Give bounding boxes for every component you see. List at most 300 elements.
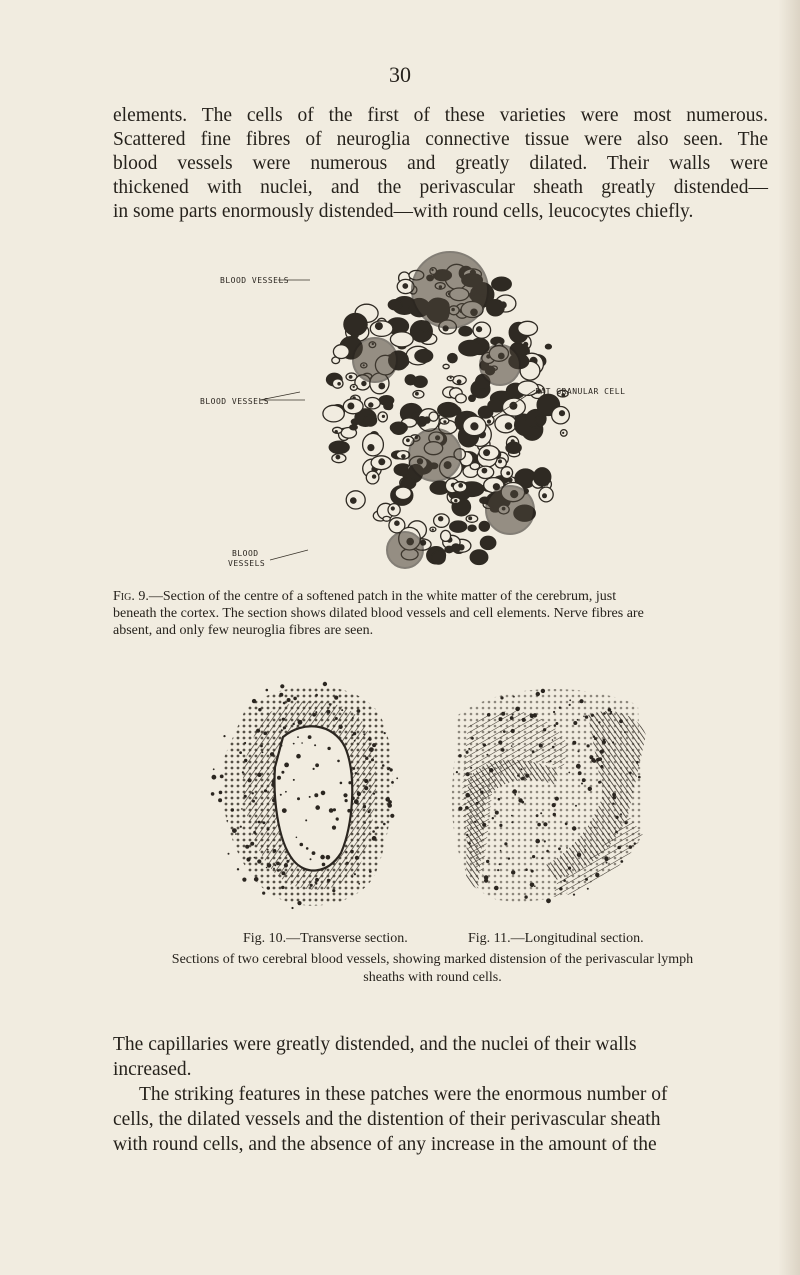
round-cell (272, 798, 276, 802)
round-cell (606, 862, 608, 864)
round-cell (281, 729, 283, 731)
cell (417, 417, 426, 427)
round-cell (577, 853, 581, 857)
round-cell (220, 775, 224, 779)
round-cell (385, 797, 390, 802)
top-paragraph (113, 104, 768, 224)
round-cell (296, 837, 298, 839)
round-cell (293, 697, 297, 701)
round-cell (363, 733, 365, 735)
round-cell (486, 860, 489, 863)
round-cell (350, 850, 354, 854)
figure-10-caption: Fig. 10.—Transverse section. (243, 931, 408, 946)
paragraph-line: Scattered fine fibres of neuroglia connective tissue were also seen. The (113, 129, 768, 150)
round-cell (553, 711, 555, 713)
round-cell (348, 781, 351, 784)
round-cell (355, 772, 357, 774)
round-cell (470, 767, 472, 769)
cell-nucleus (401, 454, 406, 459)
caption-line (113, 588, 768, 605)
round-cell (600, 750, 604, 754)
round-cell (468, 842, 471, 845)
cell (363, 433, 384, 456)
round-cell (549, 760, 551, 762)
cell (415, 350, 433, 363)
label-blood-vessels-top: BLOOD VESSELS (220, 276, 290, 285)
round-cell (387, 803, 392, 808)
round-cell (511, 815, 513, 817)
cell (383, 516, 390, 521)
bottom-paragraphs (113, 1032, 768, 1157)
round-cell (369, 747, 374, 752)
cell-nucleus (458, 483, 463, 488)
round-cell (314, 793, 318, 797)
round-cell (357, 709, 361, 713)
round-cell (264, 789, 267, 792)
round-cell (629, 845, 633, 849)
cell (385, 401, 393, 409)
round-cell (245, 845, 249, 849)
round-cell (244, 742, 246, 744)
round-cell (572, 741, 576, 745)
label-blood-vessels-bottom-1: BLOOD (232, 549, 259, 558)
cell (323, 405, 344, 422)
round-cell (293, 723, 295, 725)
round-cell (620, 860, 623, 863)
round-cell (277, 776, 281, 780)
round-cell (594, 827, 596, 829)
round-cell (252, 792, 254, 794)
round-cell (492, 817, 494, 819)
round-cell (624, 731, 626, 733)
round-cell (610, 712, 612, 714)
round-cell (598, 781, 601, 784)
figure-9-illustration (200, 250, 670, 590)
round-cell (396, 777, 398, 779)
cell-nucleus (505, 422, 513, 430)
round-cell (466, 834, 468, 836)
round-cell (351, 772, 353, 774)
round-cell (600, 765, 603, 768)
round-cell (495, 811, 499, 815)
round-cell (283, 726, 286, 729)
round-cell (326, 710, 330, 714)
round-cell (287, 698, 291, 702)
caption-line: beneath the cortex. The section shows dilated blood vessels and cell elements. Nerve fibres are (113, 606, 644, 621)
cell-nucleus (506, 471, 510, 475)
round-cell (252, 800, 255, 803)
round-cell (583, 716, 585, 718)
paragraph-line: thickened with nuclei, and the perivascular sheath greatly distended— (113, 177, 768, 198)
round-cell (554, 724, 556, 726)
cell (432, 551, 445, 564)
round-cell (608, 708, 612, 712)
round-cell (337, 760, 340, 763)
round-cell (382, 764, 385, 767)
round-cell (620, 813, 622, 815)
round-cell (338, 725, 342, 729)
round-cell (263, 821, 266, 824)
round-cell (211, 792, 215, 796)
round-cell (219, 791, 223, 795)
round-cell (266, 867, 268, 869)
round-cell (323, 682, 327, 686)
paragraph-line: cells, the dilated vessels and the distention of their perivascular sheath (113, 1109, 661, 1130)
round-cell (530, 714, 532, 716)
round-cell (514, 794, 516, 796)
cell-nucleus (559, 410, 565, 416)
round-cell (525, 868, 528, 871)
round-cell (297, 797, 300, 800)
round-cell (543, 728, 546, 731)
cell-nucleus (432, 529, 434, 531)
cell (388, 300, 402, 310)
round-cell (300, 843, 304, 847)
round-cell (232, 828, 237, 833)
figure-9-label: Fig. 9. (113, 589, 149, 604)
round-cell (540, 812, 542, 814)
round-cell (283, 702, 286, 705)
round-cell (315, 763, 319, 767)
round-cell (479, 788, 481, 790)
round-cell (312, 851, 316, 855)
round-cell (498, 740, 502, 744)
round-cell (515, 707, 520, 712)
round-cell (587, 744, 590, 747)
round-cell (313, 768, 315, 770)
cell (364, 415, 377, 426)
round-cell (322, 863, 326, 867)
round-cell (512, 714, 514, 716)
caption-line: sheaths with round cells. (363, 970, 502, 985)
round-cell (500, 696, 503, 699)
round-cell (593, 759, 597, 763)
round-cell (539, 744, 543, 748)
page-number: 30 (389, 62, 411, 87)
cell-nucleus (375, 322, 383, 330)
round-cell (352, 717, 354, 719)
round-cell (256, 729, 260, 733)
paragraph-line: elements. The cells of the first of these varieties were most numerous. (113, 105, 768, 126)
round-cell (246, 857, 250, 861)
round-cell (354, 799, 359, 804)
round-cell (231, 808, 234, 811)
round-cell (559, 887, 562, 890)
round-cell (390, 814, 394, 818)
round-cell (625, 821, 628, 824)
blood-vessel (412, 252, 488, 328)
round-cell (271, 783, 275, 787)
round-cell (364, 822, 366, 824)
paragraph-line: with round cells, and the absence of any increase in the amount of the (113, 1134, 657, 1155)
round-cell (373, 793, 375, 795)
caption-text: —Section of the centre of a softened patch in the white matter of the cerebrum, just (148, 589, 617, 604)
cell-nucleus (482, 468, 488, 474)
round-cell (276, 862, 280, 866)
round-cell (358, 883, 360, 885)
round-cell (575, 805, 577, 807)
round-cell (511, 745, 513, 747)
round-cell (559, 707, 561, 709)
round-cell (498, 798, 501, 801)
round-cell (321, 791, 326, 796)
cell-nucleus (349, 375, 353, 379)
cell-nucleus (443, 420, 446, 423)
round-cell (334, 696, 338, 700)
round-cell (494, 886, 499, 891)
round-cell (306, 847, 309, 850)
round-cell (341, 709, 343, 711)
round-cell (587, 888, 589, 890)
cell-nucleus (498, 459, 502, 463)
round-cell (629, 772, 632, 775)
round-cell (579, 699, 583, 703)
round-cell (354, 740, 356, 742)
cell-nucleus (368, 402, 373, 407)
cell-nucleus (353, 386, 355, 388)
cell-nucleus (542, 493, 547, 498)
cell (480, 536, 495, 549)
round-cell (603, 712, 606, 715)
round-cell (596, 758, 600, 762)
round-cell (273, 849, 277, 853)
round-cell (352, 767, 355, 770)
round-cell (242, 771, 244, 773)
round-cell (212, 775, 217, 780)
round-cell (347, 809, 351, 813)
cell-nucleus (367, 444, 374, 451)
round-cell (343, 793, 347, 797)
round-cell (346, 862, 349, 865)
round-cell (531, 870, 534, 873)
round-cell (503, 730, 506, 733)
round-cell (226, 820, 228, 822)
round-cell (270, 752, 274, 756)
round-cell (612, 793, 616, 797)
cell-nucleus (487, 420, 491, 424)
round-cell (260, 745, 263, 748)
cell-nucleus (450, 377, 452, 379)
round-cell (372, 830, 375, 833)
cell (502, 479, 508, 483)
blood-vessel (409, 429, 461, 481)
round-cell (258, 708, 261, 711)
cell-nucleus (454, 499, 457, 502)
round-cell (279, 693, 283, 697)
label-blood-vessels-bottom-2: VESSELS (228, 559, 266, 568)
round-cell (483, 743, 486, 746)
round-cell (240, 826, 242, 828)
cell-nucleus (470, 422, 478, 430)
round-cell (598, 721, 600, 723)
round-cell (534, 885, 536, 887)
round-cell (369, 870, 372, 873)
round-cell (266, 689, 269, 692)
cell-nucleus (406, 438, 410, 442)
round-cell (512, 789, 517, 794)
round-cell (257, 773, 261, 777)
round-cell (351, 876, 353, 878)
round-cell (267, 887, 270, 890)
round-cell (315, 694, 318, 697)
round-cell (282, 808, 287, 813)
paragraph (113, 1082, 768, 1157)
caption-line: absent, and only few neuroglia fibres are seen. (113, 623, 374, 638)
cell (350, 425, 358, 430)
round-cell (281, 871, 285, 875)
round-cell (615, 831, 618, 834)
round-cell (465, 806, 469, 810)
round-cell (474, 821, 476, 823)
round-cell (471, 737, 474, 740)
round-cell (281, 886, 284, 889)
round-cell (280, 794, 282, 796)
round-cell (254, 857, 256, 859)
cell-nucleus (562, 432, 564, 434)
round-cell (541, 689, 545, 693)
round-cell (242, 878, 246, 882)
round-cell (522, 718, 526, 722)
round-cell (530, 883, 535, 888)
round-cell (372, 836, 377, 841)
round-cell (536, 692, 540, 696)
round-cell (546, 850, 549, 853)
round-cell (305, 819, 307, 821)
round-cell (612, 741, 614, 743)
round-cell (499, 824, 502, 827)
blood-vessel (387, 532, 423, 568)
round-cell (284, 763, 289, 768)
round-cell (254, 877, 259, 882)
cell-nucleus (483, 449, 490, 456)
round-cell (466, 751, 469, 754)
cell (333, 345, 349, 359)
cell (390, 422, 407, 433)
round-cell (511, 870, 515, 874)
round-cell (336, 817, 339, 820)
round-cell (615, 816, 618, 819)
round-cell (555, 722, 558, 725)
round-cell (297, 901, 301, 905)
round-cell (638, 776, 641, 779)
round-cell (468, 748, 470, 750)
round-cell (577, 750, 579, 752)
round-cell (476, 802, 479, 805)
round-cell (573, 894, 575, 896)
round-cell (310, 858, 312, 860)
round-cell (371, 758, 374, 761)
round-cell (589, 755, 593, 759)
round-cell (582, 778, 586, 782)
round-cell (284, 863, 288, 867)
round-cell (482, 823, 486, 827)
round-cell (552, 803, 556, 807)
round-cell (591, 714, 594, 717)
round-cell (536, 814, 539, 817)
round-cell (504, 842, 507, 845)
round-cell (262, 751, 264, 753)
round-cell (568, 867, 571, 870)
round-cell (387, 768, 389, 770)
cell (456, 394, 467, 403)
round-cell (244, 759, 247, 762)
round-cell (267, 863, 272, 868)
cell (470, 550, 488, 565)
label-fat-granular-cell: FAT GRANULAR CELL (535, 387, 626, 396)
round-cell (501, 748, 505, 752)
round-cell (612, 803, 614, 805)
round-cell (541, 857, 543, 859)
round-cell (332, 889, 335, 892)
cell (329, 441, 349, 453)
cell (518, 321, 538, 335)
cell-nucleus (335, 430, 338, 433)
round-cell (595, 873, 599, 877)
cell (452, 544, 461, 552)
round-cell (563, 879, 566, 882)
round-cell (252, 699, 256, 703)
cell (545, 344, 551, 349)
cell (506, 442, 521, 453)
round-cell (315, 805, 320, 810)
round-cell (244, 795, 247, 798)
round-cell (280, 684, 284, 688)
round-cell (510, 716, 514, 720)
round-cell (312, 713, 316, 717)
cell-nucleus (336, 455, 341, 460)
round-cell (500, 850, 502, 852)
paragraph (113, 1032, 768, 1082)
round-cell (537, 823, 541, 827)
round-cell (239, 751, 242, 754)
round-cell (365, 757, 368, 760)
round-cell (363, 805, 366, 808)
round-cell (346, 851, 348, 853)
round-cell (320, 855, 325, 860)
round-cell (636, 761, 639, 764)
label-blood-vessels-left: BLOOD VESSELS (200, 397, 270, 406)
round-cell (327, 879, 330, 882)
round-cell (280, 745, 282, 747)
round-cell (273, 868, 275, 870)
round-cell (293, 743, 295, 745)
round-cell (365, 755, 367, 757)
round-cell (314, 744, 316, 746)
round-cell (241, 808, 243, 810)
caption-line: Sections of two cerebral blood vessels, showing marked distension of the perivascular lymph (171, 952, 694, 967)
round-cell (572, 826, 576, 830)
blood-vessel (480, 345, 520, 385)
round-cell (605, 857, 609, 861)
cell-nucleus (391, 506, 395, 510)
round-cell (332, 826, 336, 830)
round-cell (310, 884, 313, 887)
round-cell (237, 868, 239, 870)
cell-nucleus (402, 283, 408, 289)
round-cell (458, 754, 461, 757)
round-cell (272, 780, 276, 784)
cell-nucleus (415, 392, 419, 396)
figure-9-caption (113, 588, 768, 639)
round-cell (309, 796, 311, 798)
round-cell (258, 821, 261, 824)
round-cell (329, 703, 332, 706)
round-cell (508, 857, 510, 859)
round-cell (257, 859, 261, 863)
figure-11-svg (438, 675, 658, 920)
cell (492, 277, 512, 291)
round-cell (355, 856, 359, 860)
